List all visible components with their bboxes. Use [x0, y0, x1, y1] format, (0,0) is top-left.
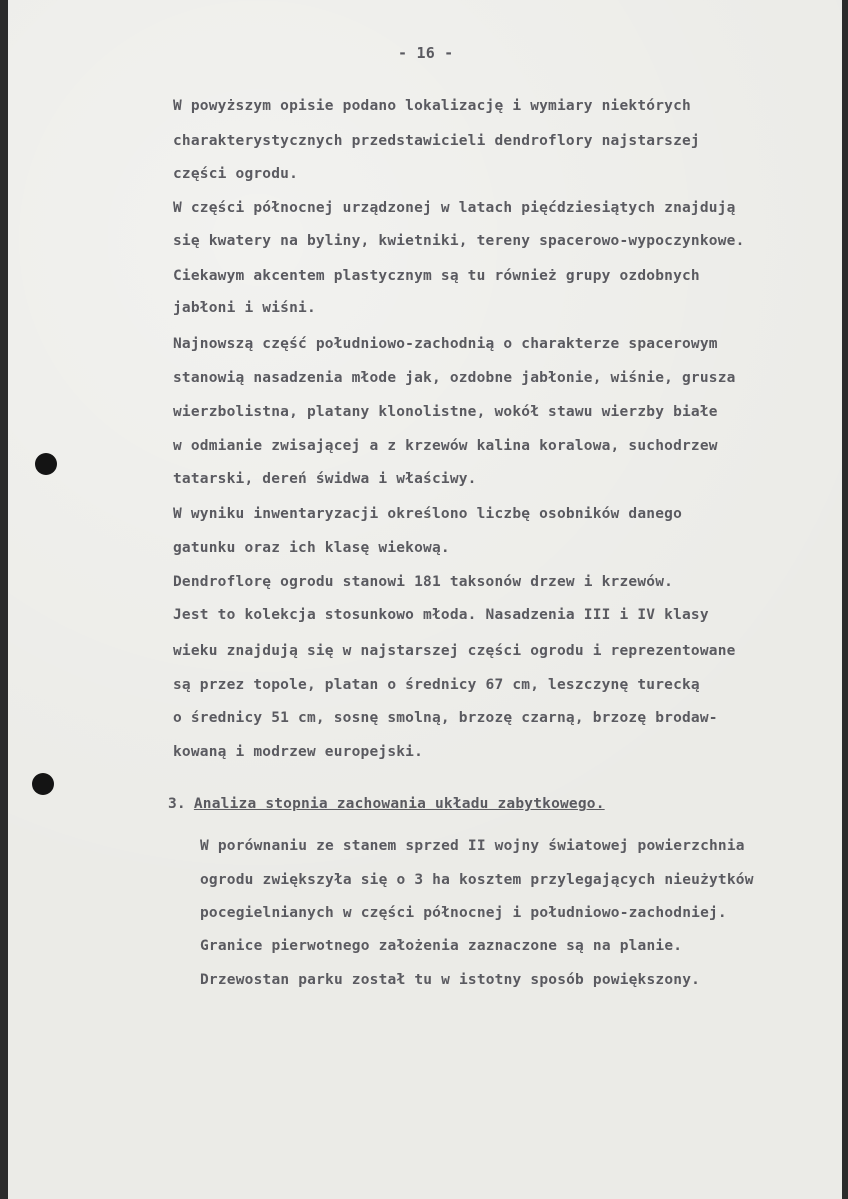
text-line: Dendroflorę ogrodu stanowi 181 taksonów drzew i krzewów. [173, 574, 674, 590]
text-line: W wyniku inwentaryzacji określono liczbę osobników danego [173, 506, 682, 522]
section-heading [168, 796, 605, 812]
page-number: - 16 - [398, 44, 454, 62]
text-line: Granice pierwotnego założenia zaznaczone są na planie. [200, 938, 683, 954]
text-line: stanowią nasadzenia młode jak, ozdobne jabłonie, wiśnie, grusza [173, 370, 736, 386]
text-line: kowaną i modrzew europejski. [173, 744, 424, 760]
text-line: jabłoni i wiśni. [173, 300, 316, 316]
text-line: gatunku oraz ich klasę wiekową. [173, 540, 450, 556]
text-line: Drzewostan parku został tu w istotny sposób powiększony. [200, 972, 701, 988]
text-line: wieku znajdują się w najstarszej części ogrodu i reprezentowane [173, 643, 736, 659]
text-line: W porównaniu ze stanem sprzed II wojny światowej powierzchnia [200, 838, 745, 854]
text-line: tatarski, dereń świdwa i właściwy. [173, 471, 477, 487]
text-line: części ogrodu. [173, 166, 299, 182]
text-line: się kwatery na byliny, kwietniki, tereny spacerowo-wypoczynkowe. [173, 233, 745, 249]
text-line: Najnowszą część południowo-zachodnią o charakterze spacerowym [173, 336, 718, 352]
punch-hole [32, 773, 54, 795]
text-line: o średnicy 51 cm, sosnę smolną, brzozę czarną, brzozę brodaw- [173, 710, 718, 726]
text-line: W części północnej urządzonej w latach pięćdziesiątych znajdują [173, 200, 736, 216]
text-line: w odmianie zwisającej a z krzewów kalina koralowa, suchodrzew [173, 438, 718, 454]
text-line: Ciekawym akcentem plastycznym są tu również grupy ozdobnych [173, 268, 700, 284]
text-line: ogrodu zwiększyła się o 3 ha kosztem przylegających nieużytków [200, 872, 754, 888]
section-number: 3. [168, 796, 186, 812]
section-title: Analiza stopnia zachowania układu zabytkowego. [193, 796, 605, 812]
text-line: pocegielnianych w części północnej i południowo-zachodniej. [200, 905, 727, 921]
text-line: są przez topole, platan o średnicy 67 cm, leszczynę turecką [173, 677, 700, 693]
text-line: W powyższym opisie podano lokalizację i wymiary niektórych [173, 98, 691, 114]
punch-hole [35, 453, 57, 475]
text-line: wierzbolistna, platany klonolistne, wokół stawu wierzby białe [173, 404, 718, 420]
text-line: charakterystycznych przedstawicieli dendroflory najstarszej [173, 133, 700, 149]
text-line: Jest to kolekcja stosunkowo młoda. Nasadzenia III i IV klasy [173, 607, 709, 623]
document-page [8, 0, 842, 1199]
